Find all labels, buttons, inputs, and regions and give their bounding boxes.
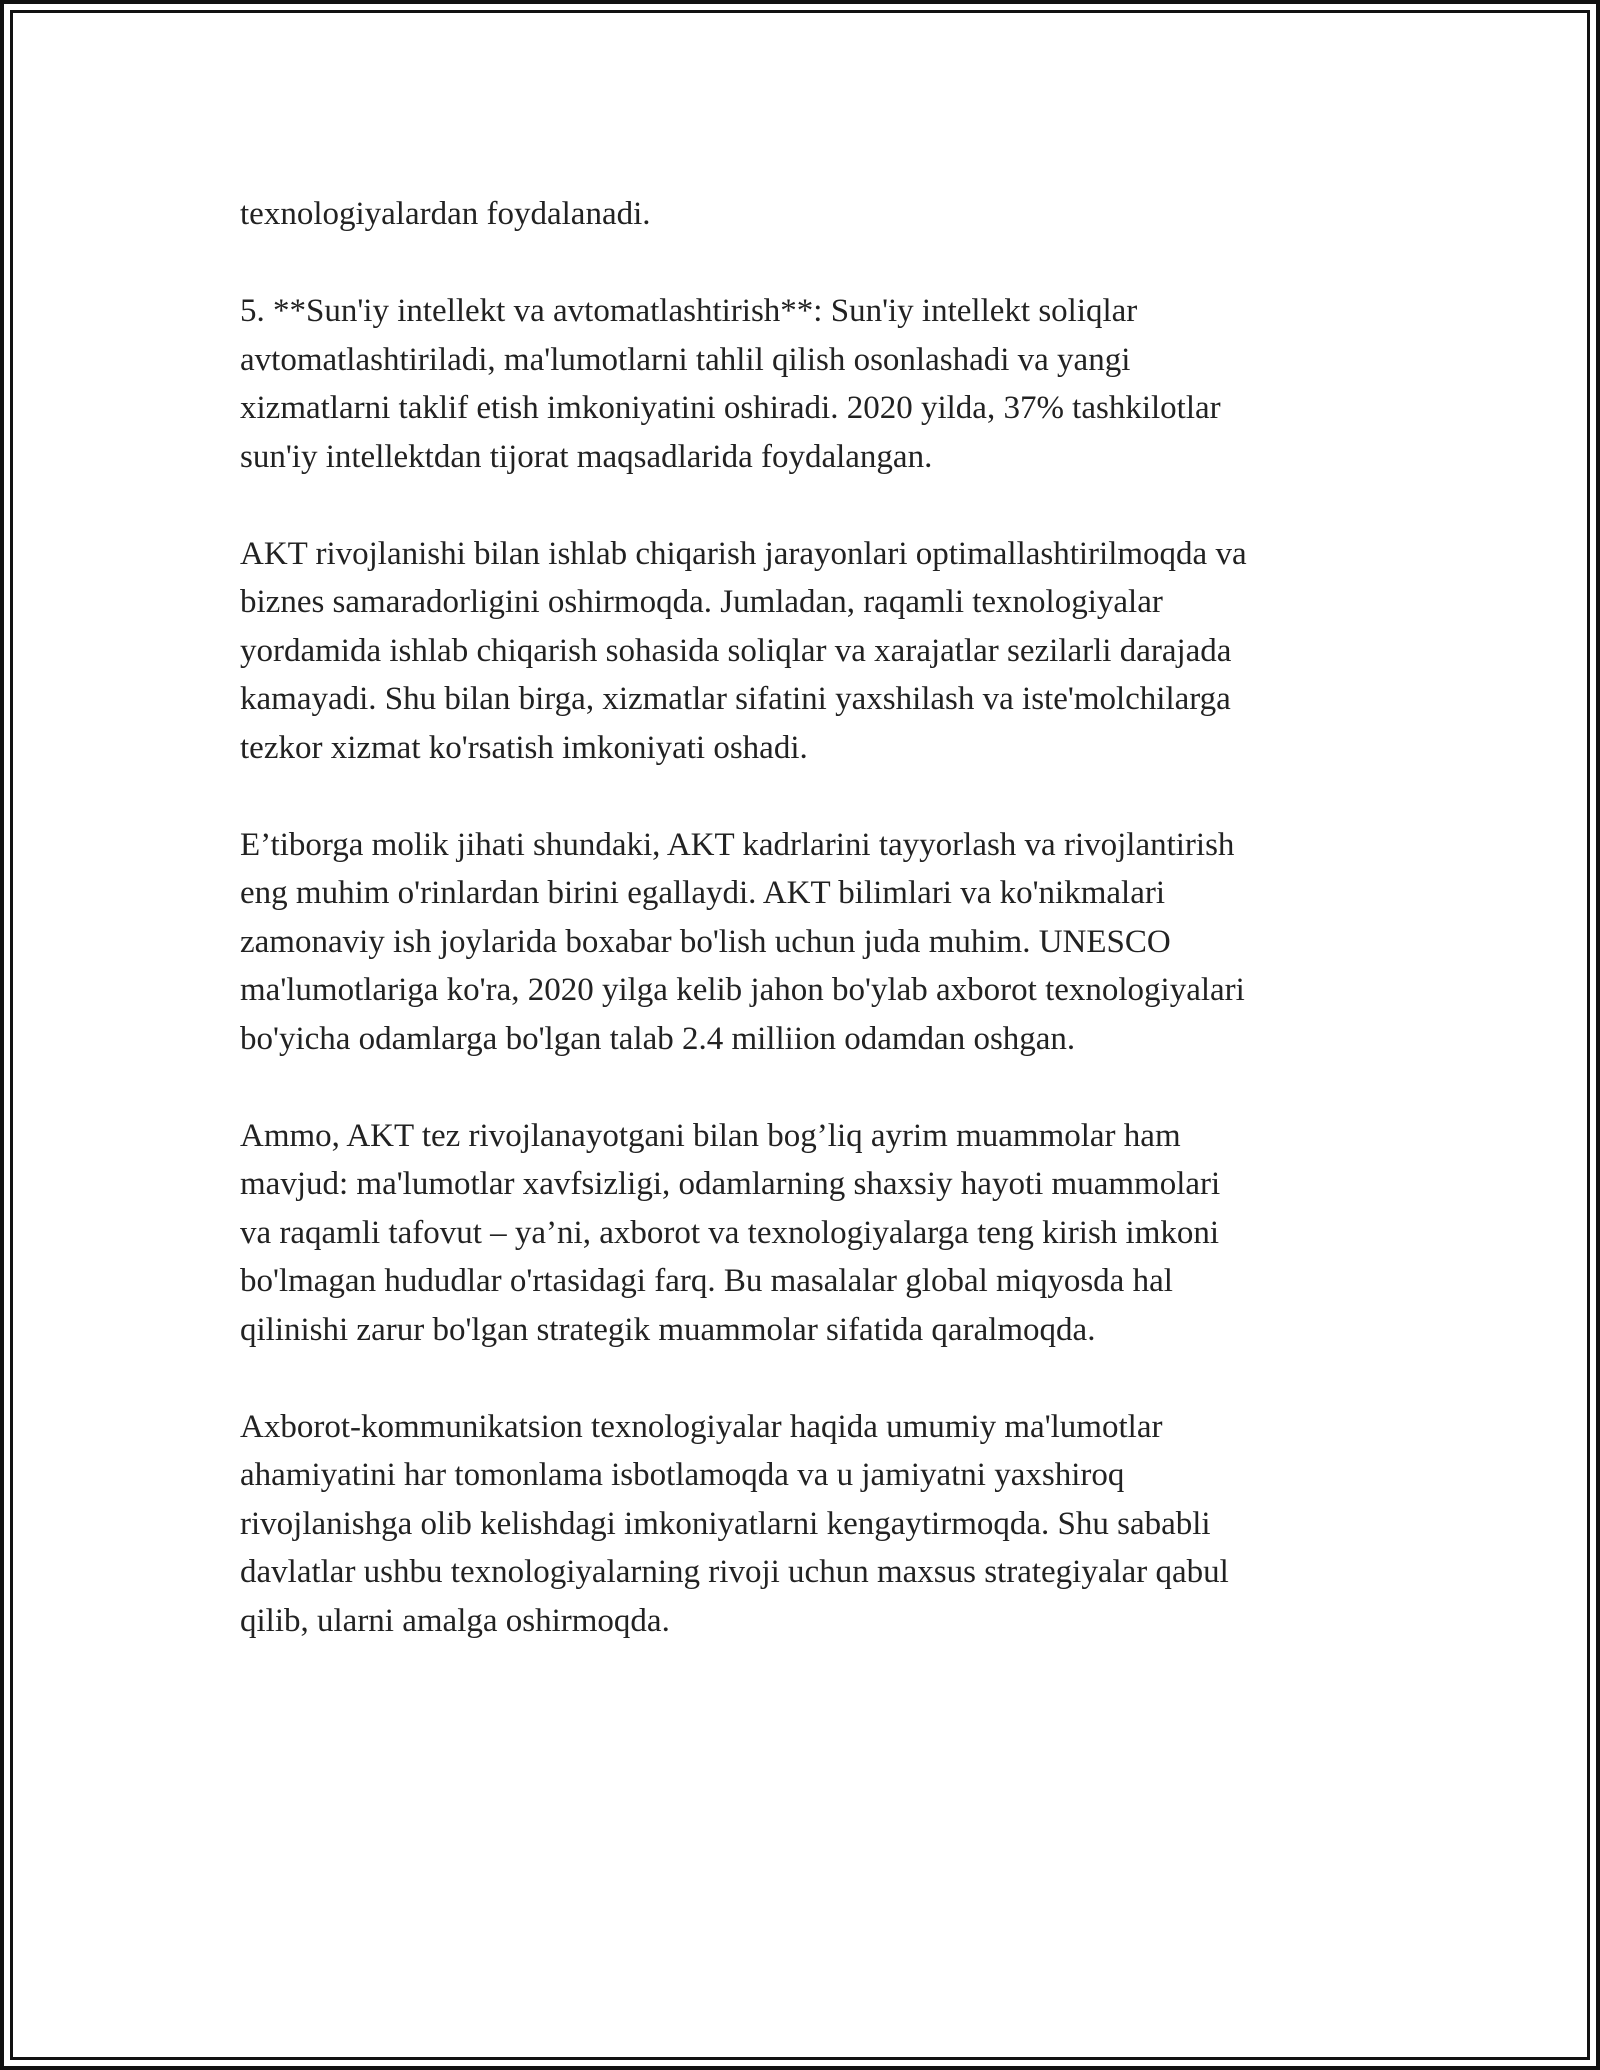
text-line: va raqamli tafovut – ya’ni, axborot va texnologiyalarga teng kirish imkoni (240, 1214, 1220, 1251)
text-line: Axborot-kommunikatsion texnologiyalar haqida umumiy ma'lumotlar (240, 1408, 1163, 1445)
text-line: sun'iy intellektdan tijorat maqsadlarida foydalangan. (240, 438, 933, 475)
text-line: yordamida ishlab chiqarish sohasida soliqlar va xarajatlar sezilarli darajada (240, 632, 1232, 669)
text-line: avtomatlashtiriladi, ma'lumotlarni tahlil qilish osonlashadi va yangi (240, 341, 1131, 378)
paragraph-akt-personnel (240, 821, 1370, 1064)
text-line: xizmatlarni taklif etish imkoniyatini oshiradi. 2020 yilda, 37% tashkilotlar (240, 390, 1221, 426)
text-line: tezkor xizmat ko'rsatish imkoniyati oshadi. (240, 729, 808, 766)
paragraph-continuation (240, 190, 1370, 239)
text-line: eng muhim o'rinlardan birini egallaydi. AKT bilimlari va ko'nikmalari (240, 875, 1165, 911)
paragraph-ai-automation (240, 287, 1370, 481)
text-line: qilinishi zarur bo'lgan strategik muammolar sifatida qaralmoqda. (240, 1311, 1096, 1348)
text-line: ma'lumotlariga ko'ra, 2020 yilga kelib jahon bo'ylab axborot texnologiyalari (240, 972, 1245, 1008)
text-line: qilib, ularni amalga oshirmoqda. (240, 1602, 670, 1639)
text-line: kamayadi. Shu bilan birga, xizmatlar sifatini yaxshilash va iste'molchilarga (240, 681, 1231, 717)
text-line: zamonaviy ish joylarida boxabar bo'lish uchun juda muhim. UNESCO (240, 923, 1171, 960)
text-line: E’tiborga molik jihati shundaki, AKT kadrlarini tayyorlash va rivojlantirish (240, 826, 1235, 863)
text-line: ahamiyatini har tomonlama isbotlamoqda va u jamiyatni yaxshiroq (240, 1457, 1125, 1493)
text-line: bo'lmagan hududlar o'rtasidagi farq. Bu masalalar global miqyosda hal (240, 1263, 1173, 1299)
text-line: rivojlanishga olib kelishdagi imkoniyatlarni kengaytirmoqda. Shu sababli (240, 1505, 1211, 1542)
text-line: AKT rivojlanishi bilan ishlab chiqarish jarayonlari optimallashtirilmoqda va (240, 535, 1247, 572)
text-line: davlatlar ushbu texnologiyalarning rivoji uchun maxsus strategiyalar qabul (240, 1554, 1229, 1590)
text-line: mavjud: ma'lumotlar xavfsizligi, odamlarning shaxsiy hayoti muammolari (240, 1166, 1221, 1202)
text-line: Ammo, AKT tez rivojlanayotgani bilan bog’liq ayrim muammolar ham (240, 1117, 1181, 1154)
text-line: texnologiyalardan foydalanadi. (240, 196, 651, 232)
text-line: biznes samaradorligini oshirmoqda. Jumladan, raqamli texnologiyalar (240, 584, 1163, 620)
page-body (240, 190, 1370, 1694)
paragraph-akt-problems (240, 1112, 1370, 1355)
paragraph-conclusion (240, 1403, 1370, 1646)
text-line: 5. **Sun'iy intellekt va avtomatlashtirish**: Sun'iy intellekt soliqlar (240, 293, 1138, 329)
paragraph-akt-production (240, 530, 1370, 773)
text-line: bo'yicha odamlarga bo'lgan talab 2.4 milliion odamdan oshgan. (240, 1020, 1076, 1057)
